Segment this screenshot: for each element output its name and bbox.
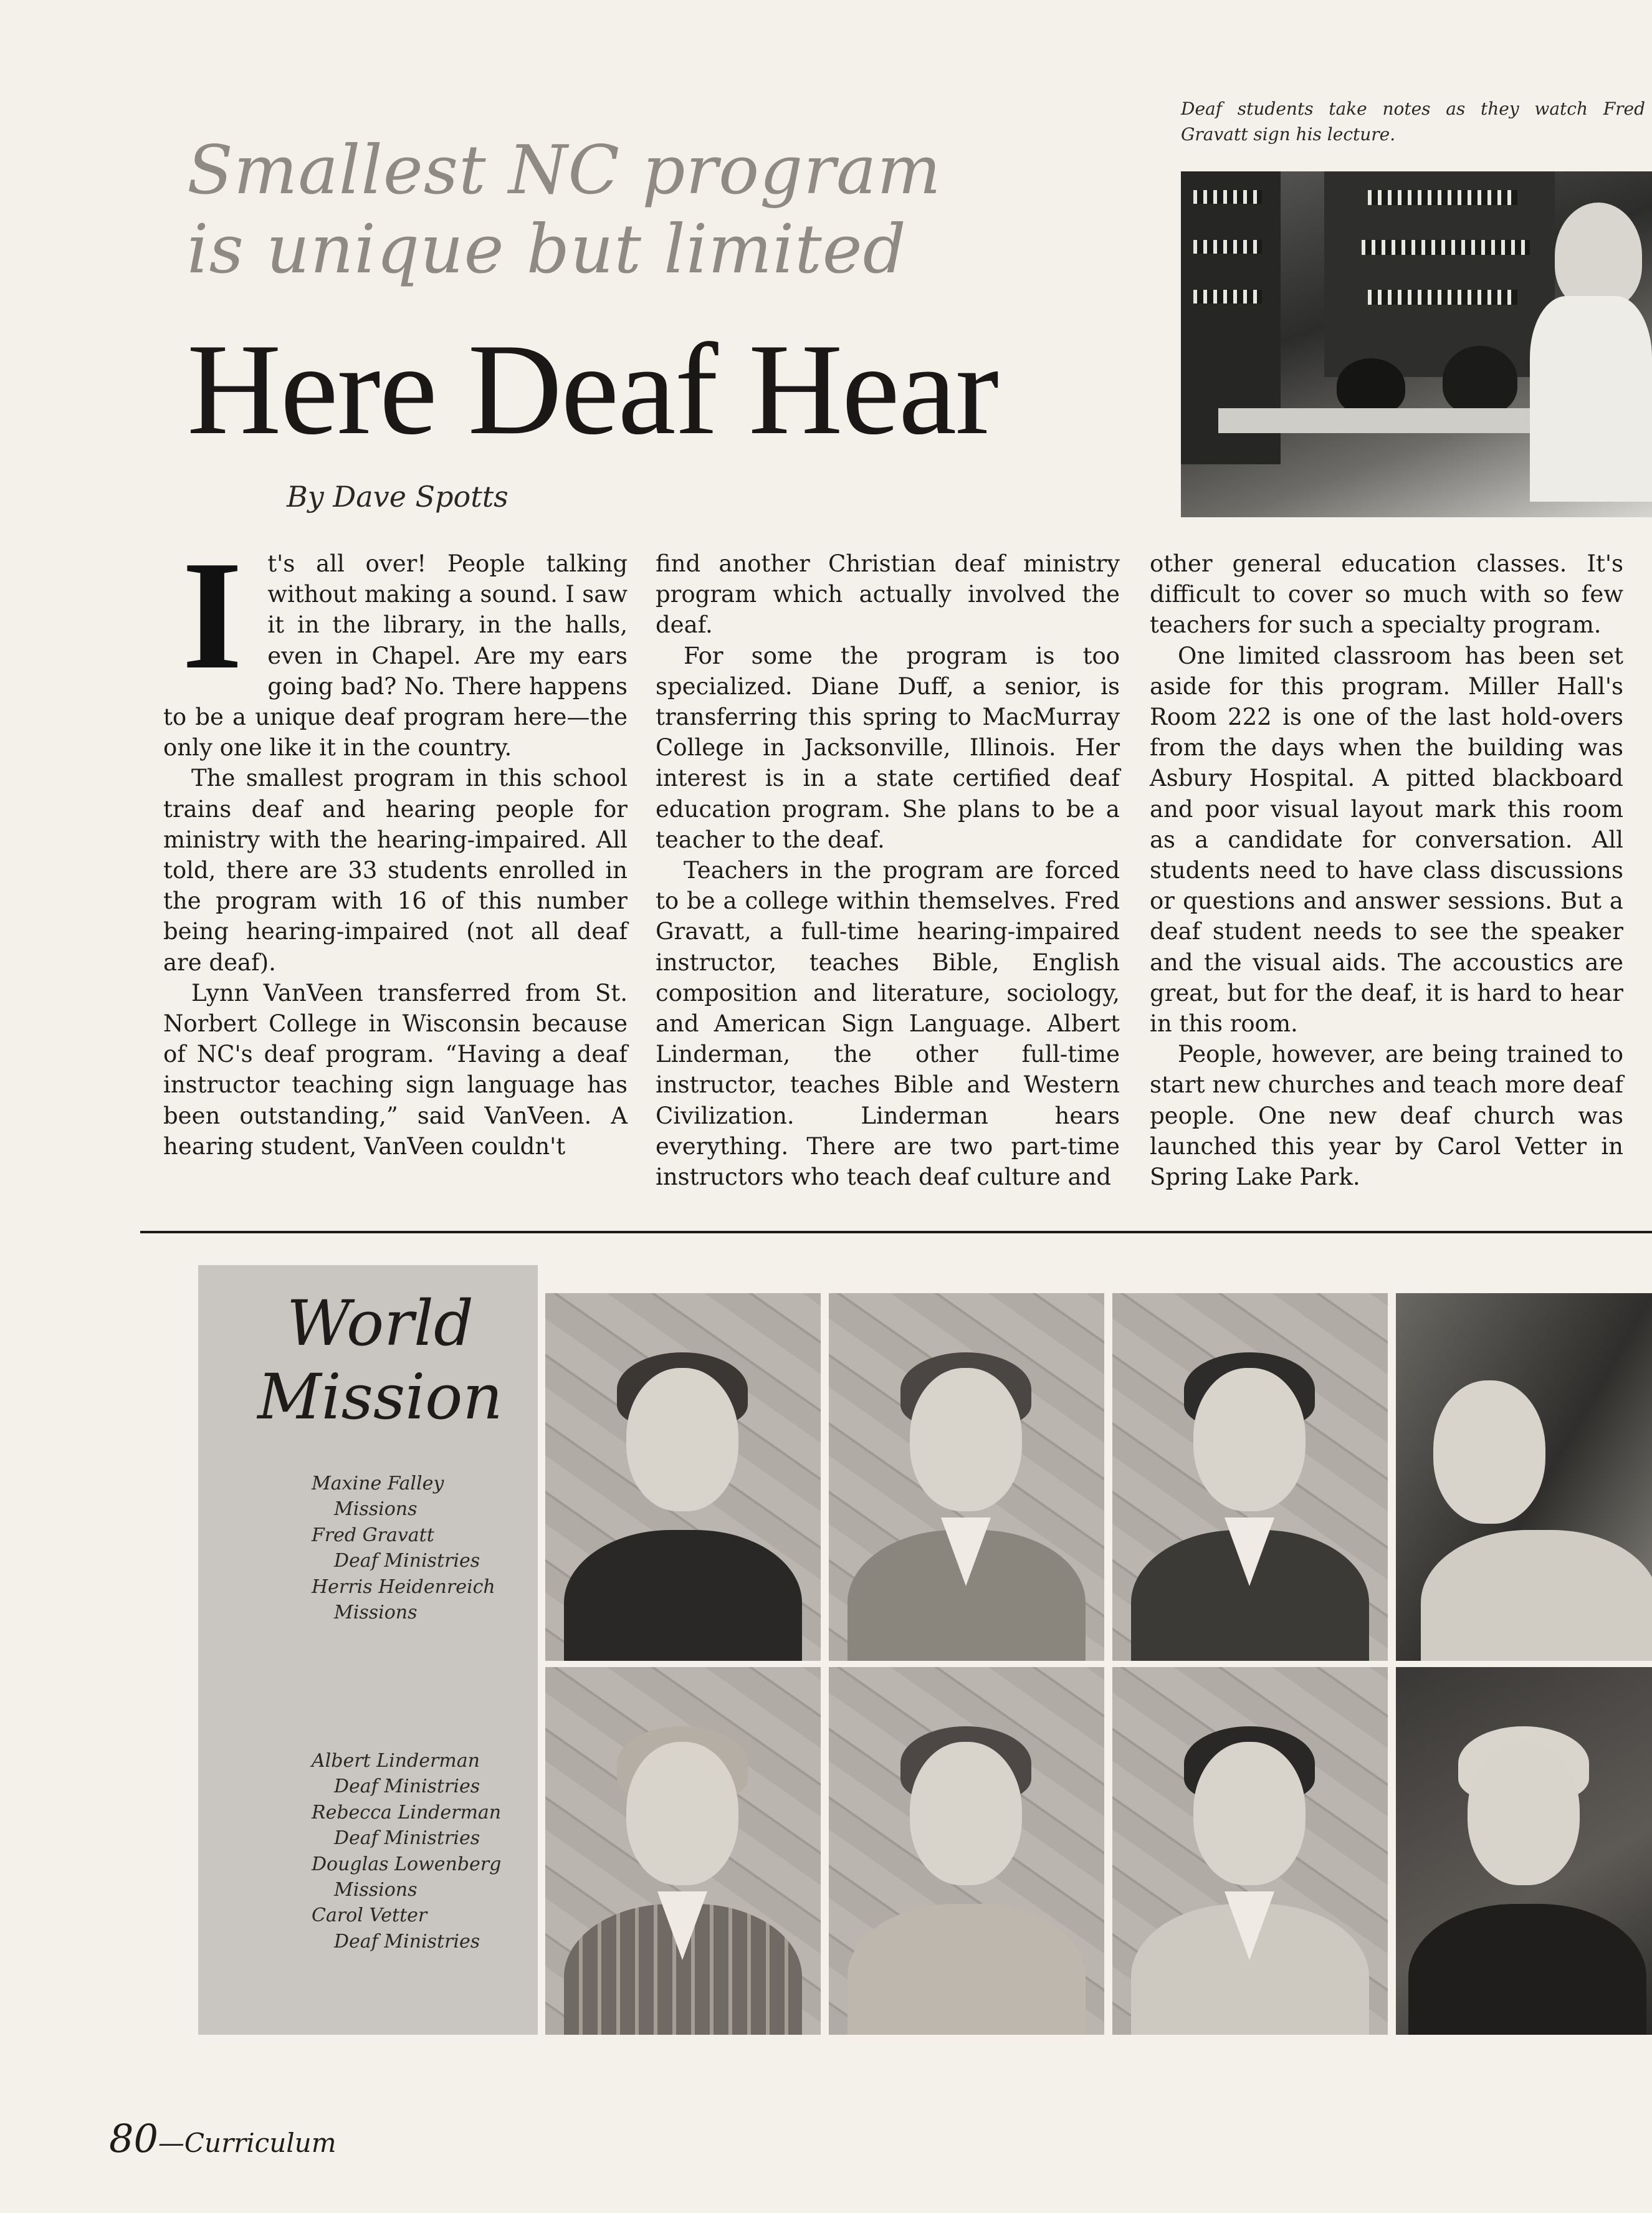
paragraph: Lynn VanVeen transferred from St. Norbert College in Wisconsin because of NC's deaf program. “Having a deaf instructor teaching sign language has been outstanding,” said VanVeen. A hearing student, VanVeen couldn't (163, 979, 628, 1160)
portrait-carol-vetter (1396, 1667, 1652, 2035)
faculty-name: Herris Heidenreich (312, 1575, 495, 1598)
faculty-name: Rebecca Linderman (312, 1801, 502, 1823)
page-footer (109, 2116, 337, 2161)
faculty-role: Missions (334, 1878, 418, 1901)
title-line-2: Mission (257, 1360, 503, 1433)
paragraph: For some the program is too specialized. Diane Duff, a senior, is transferring this spring to MacMurray College in Jacksonville, Illinois. Her interest is in a state certified deaf education program. She plans to be a teacher to the deaf. (656, 642, 1120, 853)
paragraph: other general education classes. It's difficult to cover so much with so few teachers for such a specialty program. (1150, 550, 1623, 639)
portrait-rebecca-linderman (829, 1667, 1104, 2035)
paragraph: One limited classroom has been set aside for this program. Miller Hall's Room 222 is one of the last hold-overs from the days when the building was Asbury Hospital. A pitted blackboard and poor visual layout mark this room as a candidate for conversation. All students need to have class discussions or questions and answer sessions. But a deaf student needs to see the speaker and the visual aids. The accoustics are great, but for the deaf, it is hard to hear in this room. (1150, 642, 1623, 1038)
classroom-photo (1181, 171, 1652, 517)
drop-cap: I (182, 529, 243, 702)
section-name: —Curriculum (158, 2128, 337, 2158)
article-column-2 (656, 548, 1120, 1192)
kicker-line-1: Smallest NC program (187, 131, 942, 209)
faculty-name: Carol Vetter (312, 1905, 427, 1927)
faculty-role: Deaf Ministries (334, 1776, 480, 1798)
faculty-name: Fred Gravatt (312, 1524, 434, 1546)
portrait-row1-partial (1396, 1293, 1652, 1661)
faculty-names-row-2 (312, 1748, 536, 1954)
portrait-herris-heidenreich (1112, 1293, 1388, 1661)
faculty-role: Deaf Ministries (334, 1930, 480, 1953)
portrait-maxine-falley (545, 1293, 821, 1661)
faculty-role: Missions (334, 1498, 418, 1521)
faculty-name: Douglas Lowenberg (312, 1853, 502, 1875)
section-divider (140, 1231, 1652, 1233)
portrait-albert-linderman (545, 1667, 821, 2035)
portrait-douglas-lowenberg (1112, 1667, 1388, 2035)
portrait-fred-gravatt (829, 1293, 1104, 1661)
paragraph: t's all over! People talking without making a sound. I saw it in the library, in the halls, even in Chapel. Are my ears going bad? No. There happens to be a unique deaf program here—the only one like it in the country. (163, 550, 628, 762)
faculty-name: Maxine Falley (312, 1473, 444, 1494)
paragraph: The smallest program in this school trains deaf and hearing people for ministry with the hearing-impaired. All told, there are 33 students enrolled in the program with 16 of this number being hearing-impaired (not all deaf are deaf). (163, 765, 628, 976)
faculty-name: Albert Linderman (312, 1750, 480, 1772)
photo-caption: Deaf students take notes as they watch Fred Gravatt sign his lecture. (1181, 98, 1645, 145)
paragraph: find another Christian deaf ministry program which actually involved the deaf. (656, 550, 1120, 639)
kicker-line-2: is unique but limited (187, 211, 907, 289)
paragraph: Teachers in the program are forced to be a college within themselves. Fred Gravatt, a full-time hearing-impaired instructor, teaches Bible, English composition and literature, sociology, and American Sign Language. Albert Linderman, the other full-time instructor, teaches Bible and Western Civilization. Linderman hears everything. There are two part-time instructors who teach deaf culture and (656, 857, 1120, 1191)
faculty-role: Missions (334, 1601, 418, 1623)
paragraph: People, however, are being trained to start new churches and teach more deaf people. One new deaf church was launched this year by Carol Vetter in Spring Lake Park. (1150, 1041, 1623, 1191)
page-number: 80 (109, 2116, 158, 2161)
article-column-3 (1150, 548, 1623, 1192)
faculty-section-title (231, 1287, 530, 1434)
faculty-names-row-1 (312, 1471, 536, 1625)
faculty-role: Deaf Ministries (334, 1550, 480, 1572)
title-line-1: World (287, 1287, 474, 1360)
faculty-role: Deaf Ministries (334, 1827, 480, 1850)
article-headline: Here Deaf Hear (187, 317, 998, 462)
article-byline: By Dave Spotts (287, 480, 508, 514)
article-kicker (187, 131, 1059, 290)
article-column-1 (163, 529, 628, 1162)
